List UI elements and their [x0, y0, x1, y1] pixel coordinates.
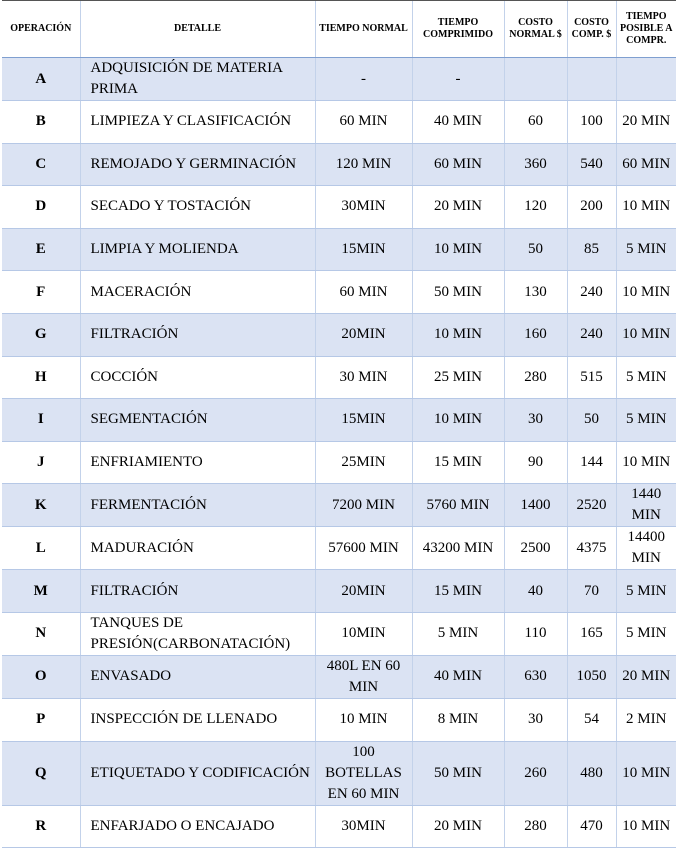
tiempo-posible-cell: 10 MIN	[616, 741, 676, 805]
table-row	[2, 101, 676, 144]
tiempo-posible-cell: 1440 MIN	[616, 484, 676, 527]
costo-normal-cell: 120	[504, 186, 567, 229]
header-costo-normal: COSTO NORMAL $	[504, 1, 567, 58]
tiempo-comprimido-cell: 5760 MIN	[412, 484, 504, 527]
tiempo-comprimido-cell: 10 MIN	[412, 399, 504, 442]
operation-cell: F	[2, 271, 80, 314]
costo-comp-cell: 480	[567, 741, 616, 805]
costo-comp-cell: 144	[567, 441, 616, 484]
costo-comp-cell: 100	[567, 101, 616, 144]
operation-cell: L	[2, 527, 80, 570]
costo-normal-cell	[504, 58, 567, 101]
header-costo-comp: COSTO COMP. $	[567, 1, 616, 58]
tiempo-posible-cell: 10 MIN	[616, 441, 676, 484]
costo-normal-cell: 630	[504, 655, 567, 698]
tiempo-normal-cell: 480L EN 60 MIN	[315, 655, 412, 698]
header-tiempo-posible: TIEMPO POSIBLE A COMPR.	[616, 1, 676, 58]
detail-cell: REMOJADO Y GERMINACIÓN	[80, 143, 315, 186]
table-row	[2, 805, 676, 848]
tiempo-comprimido-cell: -	[412, 58, 504, 101]
tiempo-posible-cell: 5 MIN	[616, 612, 676, 655]
tiempo-posible-cell: 10 MIN	[616, 271, 676, 314]
table-row	[2, 741, 676, 805]
detail-cell: MADURACIÓN	[80, 527, 315, 570]
table-row	[2, 356, 676, 399]
detail-cell: TANQUES DE PRESIÓN(CARBONATACIÓN)	[80, 612, 315, 655]
tiempo-comprimido-cell: 40 MIN	[412, 101, 504, 144]
costo-normal-cell: 280	[504, 356, 567, 399]
costo-comp-cell: 515	[567, 356, 616, 399]
header-tiempo-normal: TIEMPO NORMAL	[315, 1, 412, 58]
table-row	[2, 186, 676, 229]
costo-comp-cell: 4375	[567, 527, 616, 570]
tiempo-normal-cell: 20MIN	[315, 570, 412, 613]
costo-normal-cell: 30	[504, 399, 567, 442]
operation-cell: H	[2, 356, 80, 399]
tiempo-normal-cell: 60 MIN	[315, 101, 412, 144]
tiempo-comprimido-cell: 60 MIN	[412, 143, 504, 186]
tiempo-posible-cell: 5 MIN	[616, 570, 676, 613]
tiempo-posible-cell: 14400 MIN	[616, 527, 676, 570]
costo-comp-cell: 240	[567, 313, 616, 356]
costo-comp-cell: 470	[567, 805, 616, 848]
costo-normal-cell: 50	[504, 228, 567, 271]
tiempo-posible-cell: 5 MIN	[616, 228, 676, 271]
detail-cell: SECADO Y TOSTACIÓN	[80, 186, 315, 229]
tiempo-posible-cell: 10 MIN	[616, 313, 676, 356]
tiempo-posible-cell: 20 MIN	[616, 655, 676, 698]
table-row	[2, 612, 676, 655]
table-row	[2, 570, 676, 613]
costo-normal-cell: 130	[504, 271, 567, 314]
tiempo-comprimido-cell: 8 MIN	[412, 698, 504, 741]
table-row	[2, 399, 676, 442]
costo-comp-cell: 200	[567, 186, 616, 229]
costo-normal-cell: 90	[504, 441, 567, 484]
operation-cell: M	[2, 570, 80, 613]
tiempo-normal-cell: 10MIN	[315, 612, 412, 655]
tiempo-posible-cell: 10 MIN	[616, 186, 676, 229]
tiempo-normal-cell: 15MIN	[315, 399, 412, 442]
tiempo-normal-cell: 60 MIN	[315, 271, 412, 314]
costo-normal-cell: 1400	[504, 484, 567, 527]
costo-normal-cell: 360	[504, 143, 567, 186]
tiempo-posible-cell: 10 MIN	[616, 805, 676, 848]
table-row	[2, 441, 676, 484]
operation-cell: D	[2, 186, 80, 229]
detail-cell: LIMPIEZA Y CLASIFICACIÓN	[80, 101, 315, 144]
tiempo-normal-cell: 10 MIN	[315, 698, 412, 741]
table-row	[2, 58, 676, 101]
header-operacion: OPERACIÓN	[2, 1, 80, 58]
detail-cell: INSPECCIÓN DE LLENADO	[80, 698, 315, 741]
detail-cell: ENFARJADO O ENCAJADO	[80, 805, 315, 848]
tiempo-comprimido-cell: 10 MIN	[412, 228, 504, 271]
tiempo-comprimido-cell: 20 MIN	[412, 186, 504, 229]
tiempo-comprimido-cell: 5 MIN	[412, 612, 504, 655]
tiempo-posible-cell: 5 MIN	[616, 399, 676, 442]
detail-cell: FILTRACIÓN	[80, 313, 315, 356]
operation-cell: A	[2, 58, 80, 101]
costo-comp-cell: 50	[567, 399, 616, 442]
costo-comp-cell: 85	[567, 228, 616, 271]
detail-cell: ADQUISICIÓN DE MATERIA PRIMA	[80, 58, 315, 101]
costo-normal-cell: 40	[504, 570, 567, 613]
tiempo-comprimido-cell: 40 MIN	[412, 655, 504, 698]
tiempo-posible-cell: 60 MIN	[616, 143, 676, 186]
tiempo-normal-cell: 7200 MIN	[315, 484, 412, 527]
tiempo-normal-cell: 30MIN	[315, 805, 412, 848]
tiempo-normal-cell: 25MIN	[315, 441, 412, 484]
tiempo-comprimido-cell: 50 MIN	[412, 741, 504, 805]
operation-cell: E	[2, 228, 80, 271]
detail-cell: ENFRIAMIENTO	[80, 441, 315, 484]
costo-comp-cell: 2520	[567, 484, 616, 527]
tiempo-posible-cell	[616, 58, 676, 101]
costo-comp-cell: 54	[567, 698, 616, 741]
operation-cell: C	[2, 143, 80, 186]
tiempo-normal-cell: 30 MIN	[315, 356, 412, 399]
header-detalle: DETALLE	[80, 1, 315, 58]
tiempo-comprimido-cell: 10 MIN	[412, 313, 504, 356]
table-row	[2, 484, 676, 527]
costo-normal-cell: 110	[504, 612, 567, 655]
detail-cell: ETIQUETADO Y CODIFICACIÓN	[80, 741, 315, 805]
tiempo-posible-cell: 5 MIN	[616, 356, 676, 399]
table-row	[2, 655, 676, 698]
costo-normal-cell: 2500	[504, 527, 567, 570]
detail-cell: COCCIÓN	[80, 356, 315, 399]
detail-cell: ENVASADO	[80, 655, 315, 698]
costo-normal-cell: 30	[504, 698, 567, 741]
detail-cell: MACERACIÓN	[80, 271, 315, 314]
table-row	[2, 313, 676, 356]
detail-cell: SEGMENTACIÓN	[80, 399, 315, 442]
costo-normal-cell: 260	[504, 741, 567, 805]
operation-cell: P	[2, 698, 80, 741]
tiempo-comprimido-cell: 20 MIN	[412, 805, 504, 848]
tiempo-normal-cell: 120 MIN	[315, 143, 412, 186]
costo-comp-cell	[567, 58, 616, 101]
table-row	[2, 143, 676, 186]
tiempo-normal-cell: 57600 MIN	[315, 527, 412, 570]
table-row	[2, 527, 676, 570]
costo-normal-cell: 160	[504, 313, 567, 356]
table-row	[2, 228, 676, 271]
header-tiempo-comprimido: TIEMPO COMPRIMIDO	[412, 1, 504, 58]
operation-cell: J	[2, 441, 80, 484]
header-row	[2, 1, 676, 58]
operation-cell: R	[2, 805, 80, 848]
costo-comp-cell: 165	[567, 612, 616, 655]
tiempo-comprimido-cell: 25 MIN	[412, 356, 504, 399]
tiempo-normal-cell: 15MIN	[315, 228, 412, 271]
costo-normal-cell: 60	[504, 101, 567, 144]
tiempo-normal-cell: 20MIN	[315, 313, 412, 356]
tiempo-comprimido-cell: 15 MIN	[412, 570, 504, 613]
detail-cell: FILTRACIÓN	[80, 570, 315, 613]
operation-cell: G	[2, 313, 80, 356]
table-row	[2, 271, 676, 314]
operations-table	[2, 0, 676, 848]
operation-cell: O	[2, 655, 80, 698]
operation-cell: Q	[2, 741, 80, 805]
table-row	[2, 698, 676, 741]
tiempo-normal-cell: -	[315, 58, 412, 101]
operation-cell: K	[2, 484, 80, 527]
operation-cell: N	[2, 612, 80, 655]
costo-comp-cell: 540	[567, 143, 616, 186]
costo-comp-cell: 1050	[567, 655, 616, 698]
tiempo-comprimido-cell: 43200 MIN	[412, 527, 504, 570]
costo-comp-cell: 240	[567, 271, 616, 314]
costo-comp-cell: 70	[567, 570, 616, 613]
tiempo-comprimido-cell: 15 MIN	[412, 441, 504, 484]
operation-cell: B	[2, 101, 80, 144]
operation-cell: I	[2, 399, 80, 442]
tiempo-comprimido-cell: 50 MIN	[412, 271, 504, 314]
tiempo-posible-cell: 20 MIN	[616, 101, 676, 144]
tiempo-normal-cell: 30MIN	[315, 186, 412, 229]
costo-normal-cell: 280	[504, 805, 567, 848]
detail-cell: LIMPIA Y MOLIENDA	[80, 228, 315, 271]
tiempo-normal-cell: 100 BOTELLAS EN 60 MIN	[315, 741, 412, 805]
detail-cell: FERMENTACIÓN	[80, 484, 315, 527]
tiempo-posible-cell: 2 MIN	[616, 698, 676, 741]
